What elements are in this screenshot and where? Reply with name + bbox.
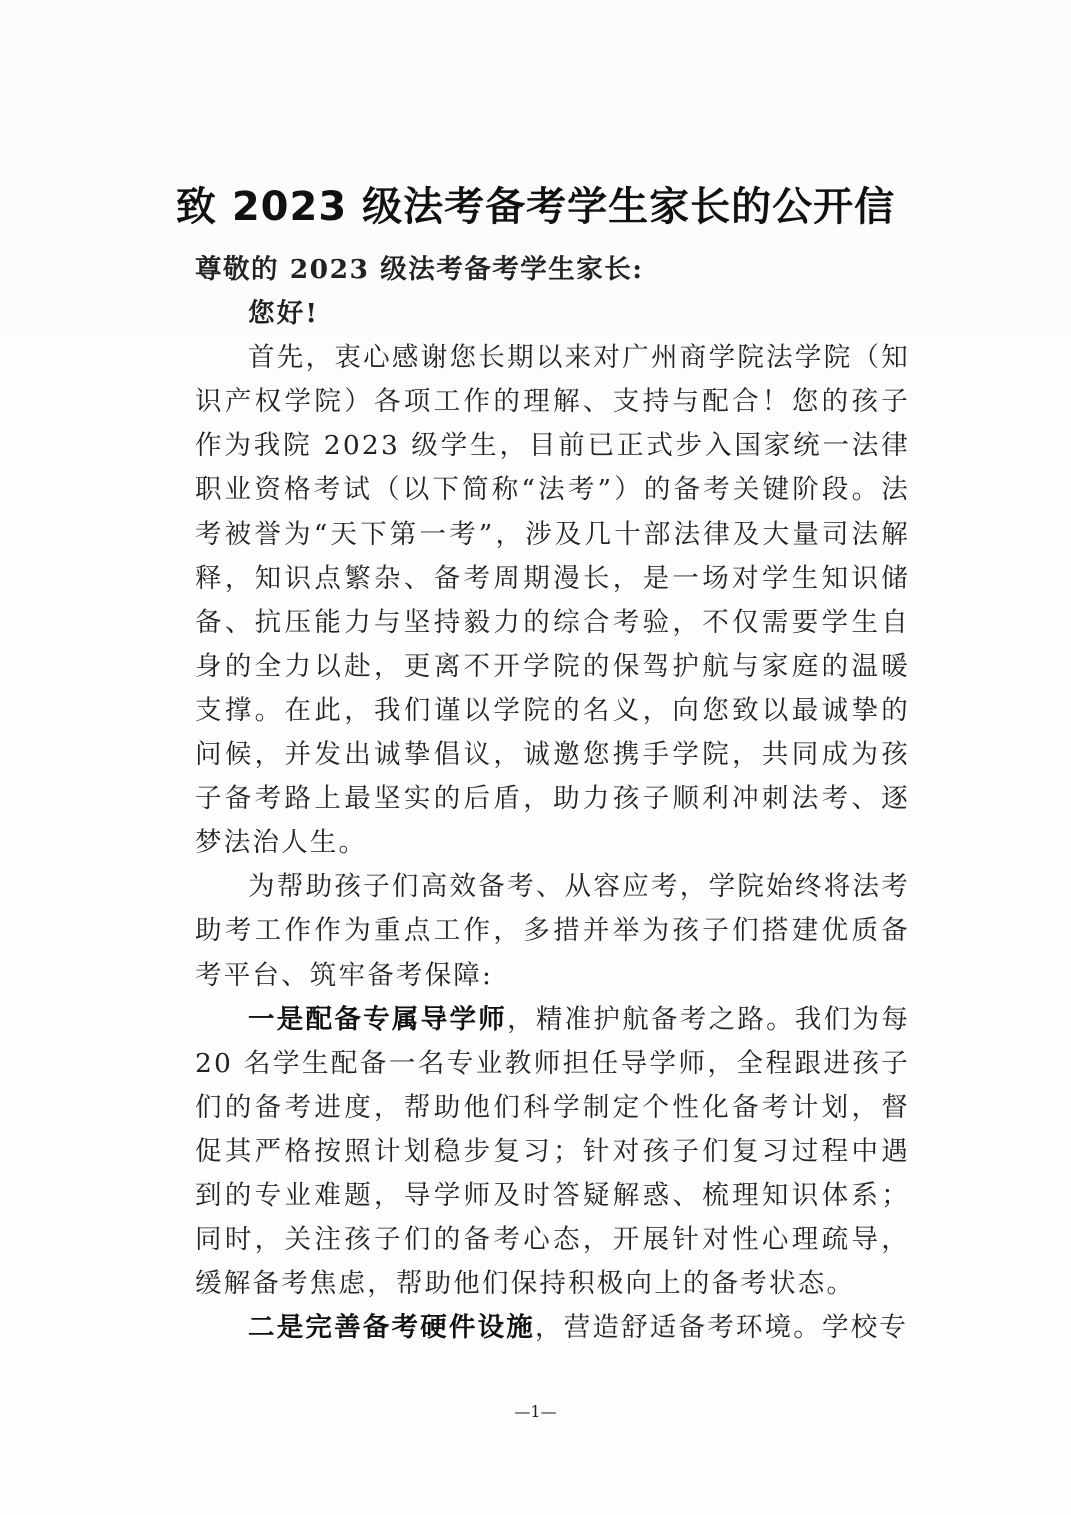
salutation: 尊敬的 2023 级法考备考学生家长: <box>195 254 644 285</box>
document-title: 致 2023 级法考备考学生家长的公开信 <box>175 183 896 230</box>
paragraph-text: 首先，衷心感谢您长期以来对广州商学院法学院（知识产权学院）各项工作的理解、支持与配合！您的孩子作为我院 2023 级学生，目前已正式步入国家统一法律职业资格考试（以下简称“法考”）的备考关键阶段。法考被誉为“天下第一考”，涉及几十部法律及大量司法解释，知识点繁杂、备考周期漫长，是一场对学生知识储备、抗压能力与坚持毅力的综合考验，不仅需要学生自身的全力以赴，更离不开学院的保驾护航与家庭的温暖支撑。在此，我们谨以学院的名义，向您致以最诚挚的问候，并发出诚挚倡议，诚邀您携手学院，共同成为孩子备考路上最坚实的后盾，助力孩子顺利冲刺法考、逐梦法治人生。 <box>195 342 910 859</box>
paragraph-measure-two <box>195 1306 910 1350</box>
greeting: 您好! <box>248 298 320 330</box>
letter-body <box>195 248 910 1350</box>
paragraph-measures-intro <box>195 865 910 997</box>
page-number: —1— <box>514 1402 557 1421</box>
paragraph-lead-heading: 一是配备专属导学师 <box>248 1003 508 1035</box>
paragraph-measure-one <box>195 998 910 1307</box>
paragraph-text: 为帮助孩子们高效备考、从容应考，学院始终将法考助考工作作为重点工作，多措并举为孩子们搭建优质备考平台、筑牢备考保障: <box>195 871 910 991</box>
paragraph-lead-heading: 二是完善备考硬件设施 <box>248 1312 535 1344</box>
paragraph-text: ，营造舒适备考环境。学校专 <box>535 1312 909 1344</box>
paragraph-intro <box>195 336 910 865</box>
paragraph-text: ，精准护航备考之路。我们为每 20 名学生配备一名专业教师担任导学师，全程跟进孩子们的备考进度，帮助他们科学制定个性化备考计划，督促其严格按照计划稳步复习；针对孩子们复习过程中遇到的专业难题，导学师及时答疑解惑、梳理知识体系；同时，关注孩子们的备考心态，开展针对性心理疏导，缓解备考焦虑，帮助他们保持积极向上的备考状态。 <box>195 1003 910 1300</box>
